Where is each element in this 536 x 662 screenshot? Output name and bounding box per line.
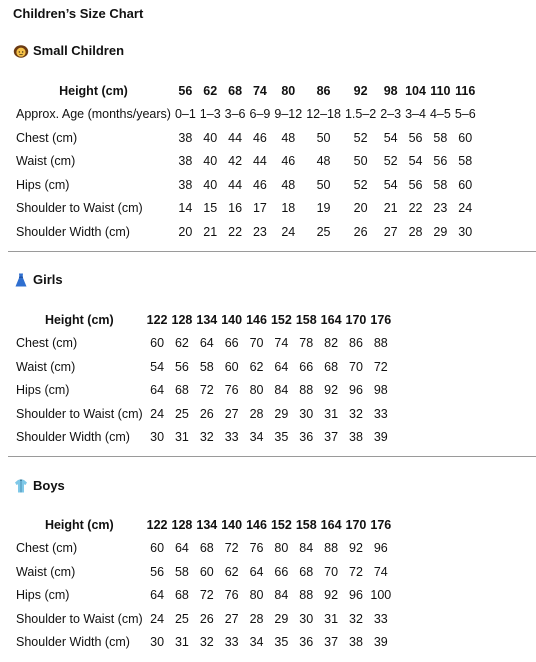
table-cell: 46 [252,177,267,192]
column-header: 110 [430,83,451,98]
column-header: 164 [320,517,342,532]
table-cell: 1–3 [199,107,221,122]
table-cell: 38 [349,430,363,445]
table-cell: 92 [324,383,339,398]
table-cell: 72 [349,564,363,579]
table-cell: 68 [174,383,189,398]
table-cell: 25 [174,406,189,421]
shirt-icon [13,479,29,493]
table-cell: 62 [224,564,239,579]
table-cell: 56 [408,130,423,145]
table-cell: 9–12 [274,107,303,122]
table-cell: 36 [299,635,314,650]
row-label: Waist (cm) [16,564,76,579]
table-cell: 78 [299,336,314,351]
table-cell: 40 [203,154,218,169]
table-cell: 39 [373,430,388,445]
table-cell: 29 [274,611,289,626]
table-cell: 30 [299,406,314,421]
section-title: Girls [33,272,63,287]
table-cell: 26 [199,406,214,421]
table-cell: 24 [150,406,165,421]
table-cell: 28 [249,611,264,626]
table-row [10,103,478,127]
row-label: Shoulder to Waist (cm) [16,201,143,216]
row-label: Shoulder to Waist (cm) [16,611,143,626]
table-cell: 44 [252,154,267,169]
column-header: 122 [146,312,168,327]
table-cell: 84 [274,383,289,398]
table-cell: 88 [299,588,314,603]
table-row [10,537,393,561]
table-cell: 38 [178,177,193,192]
table-row [10,332,393,356]
table-cell: 66 [299,359,314,374]
table-cell: 76 [224,383,239,398]
table-cell: 1.5–2 [344,107,377,122]
table-cell: 27 [383,224,398,239]
table-row [10,379,393,403]
column-header: 170 [345,312,367,327]
table-cell: 0–1 [174,107,196,122]
table-cell: 92 [324,588,339,603]
table-cell: 24 [281,224,296,239]
table-header-row [10,79,478,103]
table-cell: 33 [224,430,239,445]
table-cell: 80 [249,383,264,398]
table-cell: 17 [252,201,267,216]
table-cell: 72 [199,383,214,398]
row-label: Chest (cm) [16,336,78,351]
table-cell: 33 [373,406,388,421]
table-cell: 38 [178,154,193,169]
table-cell: 82 [324,336,339,351]
table-cell: 31 [174,430,189,445]
table-cell: 72 [373,359,388,374]
row-label: Hips (cm) [16,383,70,398]
table-cell: 24 [458,201,473,216]
column-header: 122 [146,517,168,532]
table-cell: 22 [228,224,243,239]
table-cell: 50 [316,177,331,192]
table-header-row [10,513,393,537]
table-cell: 60 [199,564,214,579]
table-cell: 39 [373,635,388,650]
table-cell: 56 [433,154,448,169]
table-cell: 22 [408,201,423,216]
row-label: Shoulder Width (cm) [16,430,130,445]
column-header: 140 [221,312,243,327]
section-title: Boys [33,478,65,493]
table-cell: 72 [224,541,239,556]
table-row [10,173,478,197]
table-row [10,150,478,174]
table-cell: 25 [174,611,189,626]
table-row [10,402,393,426]
column-header: 56 [178,83,193,98]
table-cell: 52 [383,154,398,169]
row-label: Waist (cm) [16,154,76,169]
table-cell: 66 [224,336,239,351]
table-cell: 60 [458,177,473,192]
table-cell: 33 [224,635,239,650]
table-cell: 74 [274,336,289,351]
table-row [10,220,478,244]
table-cell: 80 [274,541,289,556]
table-cell: 70 [349,359,363,374]
row-label: Hips (cm) [16,177,70,192]
column-header: 80 [281,83,296,98]
column-header: 62 [203,83,218,98]
table-cell: 60 [458,130,473,145]
column-header: 146 [246,312,267,327]
row-label: Chest (cm) [16,130,78,145]
table-cell: 48 [281,130,296,145]
column-header: 170 [345,517,367,532]
table-cell: 98 [373,383,388,398]
table-cell: 64 [174,541,189,556]
column-header: 86 [316,83,331,98]
row-label: Shoulder Width (cm) [16,224,130,239]
table-cell: 96 [349,588,363,603]
column-header: 158 [295,517,317,532]
column-header: 134 [196,517,218,532]
dress-icon [13,273,29,287]
girl-face-icon [13,44,29,58]
table-cell: 34 [249,430,264,445]
table-cell: 62 [174,336,189,351]
column-header: 104 [405,83,426,98]
size-table-small-children [10,79,478,244]
table-cell: 30 [150,635,165,650]
table-cell: 23 [433,201,448,216]
table-cell: 12–18 [306,107,341,122]
table-cell: 44 [228,177,243,192]
table-cell: 70 [324,564,339,579]
table-cell: 33 [373,611,388,626]
table-cell: 48 [281,177,296,192]
table-cell: 31 [324,611,339,626]
section-title: Small Children [33,43,125,58]
table-cell: 76 [224,588,239,603]
column-header: 116 [455,83,476,98]
table-cell: 56 [150,564,165,579]
table-cell: 37 [324,430,339,445]
header-label: Height (cm) [44,312,114,327]
table-cell: 32 [199,635,214,650]
table-cell: 42 [228,154,243,169]
header-label: Height (cm) [44,517,114,532]
table-row [10,126,478,150]
table-cell: 68 [199,541,214,556]
column-header: 140 [221,517,243,532]
table-cell: 32 [199,430,214,445]
table-cell: 25 [316,224,331,239]
table-cell: 60 [150,541,165,556]
table-cell: 30 [299,611,314,626]
table-cell: 54 [383,177,398,192]
table-cell: 16 [228,201,243,216]
table-cell: 46 [281,154,296,169]
section-heading-girls [13,272,63,287]
column-header: 152 [270,517,292,532]
table-row [10,607,393,631]
table-cell: 72 [199,588,214,603]
table-cell: 62 [249,359,264,374]
header-label: Height (cm) [59,83,128,98]
section-divider [8,456,536,457]
table-cell: 29 [274,406,289,421]
table-cell: 21 [203,224,218,239]
page-title: Children’s Size Chart [13,6,144,21]
table-cell: 48 [316,154,331,169]
table-cell: 35 [274,430,289,445]
table-cell: 76 [249,541,264,556]
table-cell: 5–6 [454,107,476,122]
column-header: 68 [228,83,243,98]
row-label: Chest (cm) [16,541,78,556]
table-cell: 2–3 [380,107,402,122]
row-label: Shoulder Width (cm) [16,635,130,650]
table-cell: 66 [274,564,289,579]
table-cell: 50 [316,130,331,145]
table-cell: 29 [433,224,448,239]
table-cell: 23 [252,224,267,239]
size-table-girls [10,308,393,449]
table-cell: 20 [353,201,368,216]
column-header: 176 [370,517,392,532]
table-cell: 86 [349,336,363,351]
table-cell: 96 [349,383,363,398]
section-heading-small [13,43,124,58]
section-heading-boys [13,478,65,493]
table-cell: 68 [299,564,314,579]
column-header: 74 [252,83,267,98]
section-divider [8,251,536,252]
table-cell: 88 [324,541,339,556]
table-cell: 54 [150,359,165,374]
table-cell: 36 [299,430,314,445]
table-cell: 4–5 [429,107,451,122]
table-cell: 68 [324,359,339,374]
table-cell: 58 [433,177,448,192]
table-cell: 46 [252,130,267,145]
column-header: 134 [196,312,218,327]
table-cell: 35 [274,635,289,650]
table-cell: 92 [349,541,363,556]
table-cell: 64 [150,383,165,398]
table-cell: 80 [249,588,264,603]
table-cell: 74 [373,564,388,579]
table-cell: 58 [458,154,473,169]
table-cell: 64 [274,359,289,374]
table-cell: 34 [249,635,264,650]
table-cell: 54 [383,130,398,145]
table-cell: 88 [299,383,314,398]
table-cell: 3–6 [224,107,246,122]
table-cell: 60 [150,336,165,351]
table-row [10,631,393,655]
table-cell: 84 [299,541,314,556]
table-cell: 30 [458,224,473,239]
table-cell: 52 [353,130,368,145]
table-row [10,584,393,608]
table-cell: 58 [433,130,448,145]
table-cell: 31 [174,635,189,650]
table-cell: 32 [349,611,363,626]
table-row [10,197,478,221]
table-cell: 70 [249,336,264,351]
table-cell: 64 [150,588,165,603]
column-header: 152 [270,312,292,327]
table-cell: 52 [353,177,368,192]
column-header: 176 [370,312,392,327]
column-header: 158 [295,312,317,327]
table-row [10,426,393,450]
table-cell: 64 [249,564,264,579]
table-cell: 28 [408,224,423,239]
column-header: 164 [320,312,342,327]
table-cell: 27 [224,406,239,421]
table-cell: 58 [174,564,189,579]
table-cell: 56 [174,359,189,374]
row-label: Shoulder to Waist (cm) [16,406,143,421]
table-cell: 26 [353,224,368,239]
table-cell: 38 [349,635,363,650]
table-cell: 20 [178,224,193,239]
table-cell: 38 [178,130,193,145]
table-cell: 37 [324,635,339,650]
table-cell: 26 [199,611,214,626]
row-label: Approx. Age (months/years) [16,107,171,122]
table-cell: 14 [178,201,193,216]
table-cell: 32 [349,406,363,421]
column-header: 92 [353,83,368,98]
table-row [10,355,393,379]
table-cell: 21 [383,201,398,216]
table-cell: 50 [353,154,368,169]
table-cell: 88 [373,336,388,351]
table-cell: 19 [316,201,331,216]
column-header: 128 [171,312,193,327]
row-label: Hips (cm) [16,588,70,603]
table-cell: 24 [150,611,165,626]
table-cell: 31 [324,406,339,421]
table-cell: 60 [224,359,239,374]
table-cell: 56 [408,177,423,192]
table-cell: 64 [199,336,214,351]
table-cell: 58 [199,359,214,374]
table-cell: 27 [224,611,239,626]
column-header: 128 [171,517,193,532]
table-header-row [10,308,393,332]
table-cell: 28 [249,406,264,421]
column-header: 98 [383,83,398,98]
table-cell: 40 [203,130,218,145]
column-header: 146 [246,517,267,532]
table-cell: 6–9 [249,107,271,122]
table-cell: 96 [373,541,388,556]
size-table-boys [10,513,393,654]
table-cell: 40 [203,177,218,192]
table-cell: 54 [408,154,423,169]
table-cell: 44 [228,130,243,145]
table-row [10,560,393,584]
table-cell: 3–4 [405,107,426,122]
table-cell: 30 [150,430,165,445]
table-cell: 100 [370,588,392,603]
table-cell: 18 [281,201,296,216]
row-label: Waist (cm) [16,359,76,374]
table-cell: 15 [203,201,218,216]
table-cell: 68 [174,588,189,603]
table-cell: 84 [274,588,289,603]
